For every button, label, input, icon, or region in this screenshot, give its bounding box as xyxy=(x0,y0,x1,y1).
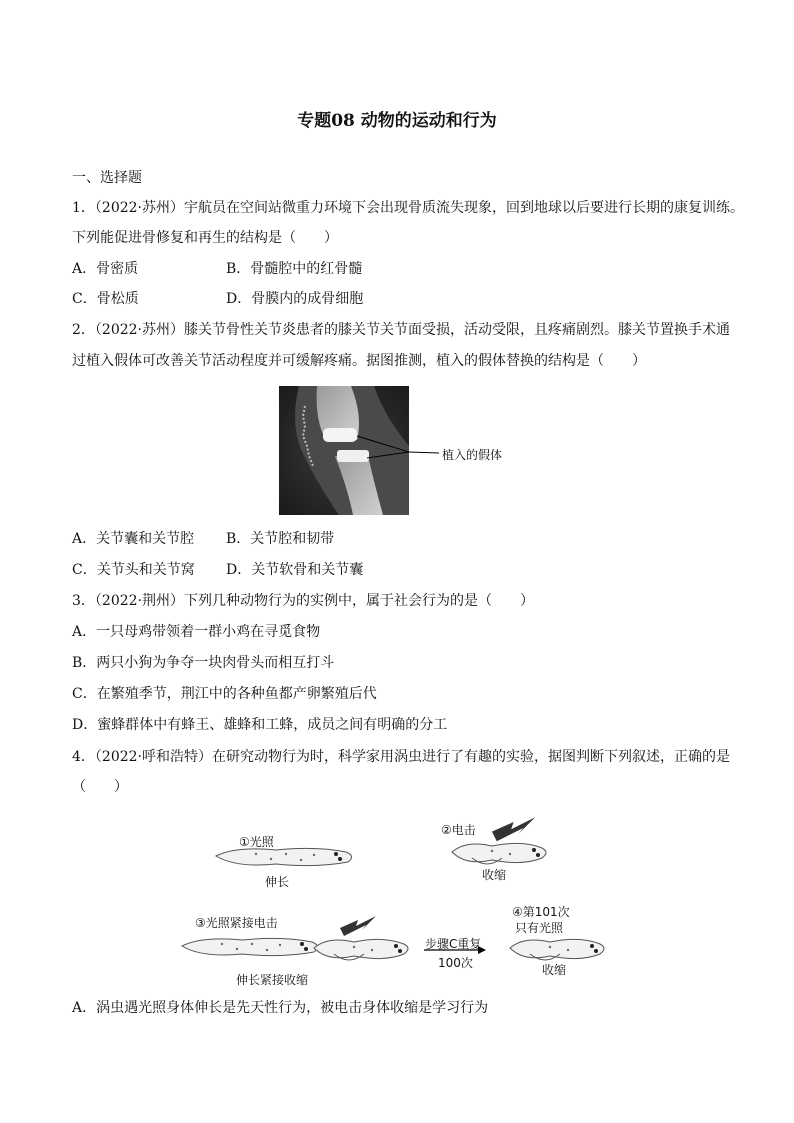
knee-xray-figure xyxy=(279,386,409,515)
q4-option-a: A．涡虫遇光照身体伸长是先天性行为，被电击身体收缩是学习行为 xyxy=(72,1000,489,1016)
q2-option-d: D．关节软骨和关节囊 xyxy=(226,562,364,578)
step2-result: 收缩 xyxy=(482,868,507,882)
q3-option-a: A．一只母鸡带领着一群小鸡在寻觅食物 xyxy=(72,624,321,640)
figure-pointer-lines xyxy=(409,446,439,460)
q1-option-b: B．骨髓腔中的红骨髓 xyxy=(226,261,363,277)
step1-label: ①光照 xyxy=(239,835,274,849)
q2-stem-line1: 2．（2022·苏州）膝关节骨性关节炎患者的膝关节关节面受损，活动受限，且疼痛剧烈。膝关节置换手术通 xyxy=(72,322,730,338)
q1-option-c: C．骨松质 xyxy=(72,291,139,307)
q1-option-d: D．骨膜内的成骨细胞 xyxy=(226,291,364,307)
implant-label: 植入的假体 xyxy=(442,448,503,462)
step3-result: 伸长紧接收缩 xyxy=(236,973,309,987)
q1-option-a: A．骨密质 xyxy=(72,261,139,277)
worm-step3a xyxy=(182,938,318,955)
q4-stem-line2: （ ） xyxy=(72,779,128,795)
q3-option-c: C．在繁殖季节，荆江中的各种鱼都产卵繁殖后代 xyxy=(72,686,377,702)
q1-stem-line1: 1．（2022·苏州）宇航员在空间站微重力环境下会出现骨质流失现象，回到地球以后要进行长期的康复训练。 xyxy=(72,200,744,216)
worm-step2 xyxy=(452,843,546,864)
q3-option-d: D．蜜蜂群体中有蜂王、雄蜂和工蜂，成员之间有明确的分工 xyxy=(72,717,448,733)
worm-step4 xyxy=(510,939,604,960)
worm-step3b xyxy=(314,939,408,960)
step1-result: 伸长 xyxy=(265,875,290,889)
q4-stem-line1: 4．（2022·呼和浩特）在研究动物行为时，科学家用涡虫进行了有趣的实验，据图判断下列叙述，正确的是 xyxy=(72,749,730,765)
q2-option-b: B．关节腔和韧带 xyxy=(226,531,335,547)
q2-stem-line2: 过植入假体可改善关节活动程度并可缓解疼痛。据图推测，植入的假体替换的结构是（ ） xyxy=(72,353,646,369)
arrow-bottom-label: 100次 xyxy=(438,956,473,970)
q1-stem-line2: 下列能促进骨修复和再生的结构是（ ） xyxy=(72,230,338,246)
q2-option-c: C．关节头和关节窝 xyxy=(72,562,195,578)
page-title: 专题08 动物的运动和行为 xyxy=(297,111,497,131)
step4-label-line1: ④第101次 xyxy=(512,905,570,919)
q2-option-a: A．关节囊和关节腔 xyxy=(72,531,195,547)
lightning-bolt-step3-icon xyxy=(340,916,376,936)
q3-option-b: B．两只小狗为争夺一块肉骨头而相互打斗 xyxy=(72,655,335,671)
arrow-top-label: 步骤C重复 xyxy=(425,937,482,951)
worm-step1 xyxy=(216,848,352,865)
step2-label: ②电击 xyxy=(441,823,476,837)
q3-stem: 3．（2022·荆州）下列几种动物行为的实例中，属于社会行为的是（ ） xyxy=(72,593,534,609)
lightning-bolt-step2-icon xyxy=(492,817,535,841)
step4-result: 收缩 xyxy=(542,963,567,977)
step3-label: ③光照紧接电击 xyxy=(195,916,278,930)
step4-label-line2: 只有光照 xyxy=(515,921,564,935)
section-heading: 一、选择题 xyxy=(72,170,142,186)
